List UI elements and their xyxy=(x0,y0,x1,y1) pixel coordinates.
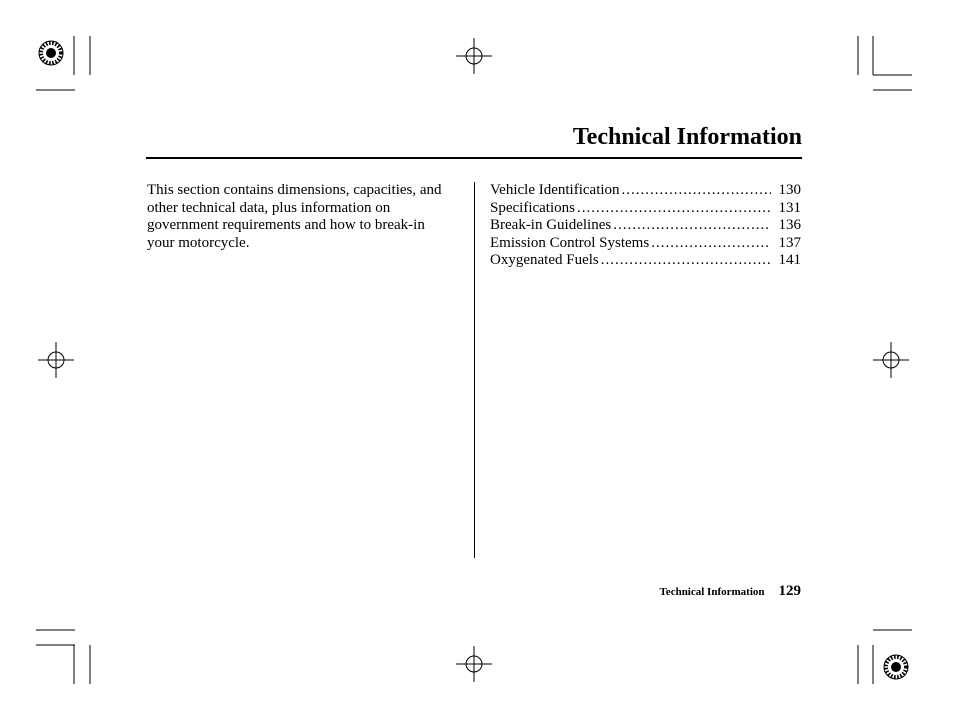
toc-label: Specifications xyxy=(490,199,575,216)
toc-page: 137 xyxy=(778,234,801,251)
registration-crosshair-icon xyxy=(456,646,492,682)
toc-label: Oxygenated Fuels xyxy=(490,252,599,268)
toc-leader xyxy=(577,200,771,218)
toc-item-break-in-guidelines[interactable] xyxy=(490,217,801,235)
toc-leader xyxy=(651,235,771,253)
toc-label: Vehicle Identification xyxy=(490,182,620,198)
column-divider xyxy=(474,182,475,558)
registration-crosshair-icon xyxy=(38,342,74,378)
section-intro: This section contains dimensions, capacities, and other technical data, plus information on government requirements and how to break-in your motorcycle. xyxy=(147,182,442,251)
toc-leader xyxy=(613,217,771,235)
toc-item-specifications[interactable] xyxy=(490,200,801,218)
registration-crosshair-icon xyxy=(456,38,492,74)
page-number: 129 xyxy=(778,583,801,599)
toc-leader xyxy=(622,182,771,200)
toc-item-oxygenated-fuels[interactable] xyxy=(490,252,801,270)
table-of-contents xyxy=(490,182,801,270)
registration-starburst-icon xyxy=(39,41,63,65)
toc-page: 141 xyxy=(778,252,801,268)
toc-label: Emission Control Systems xyxy=(490,234,650,251)
toc-item-vehicle-identification[interactable] xyxy=(490,182,801,200)
page-title: Technical Information xyxy=(572,124,802,150)
toc-page: 136 xyxy=(778,217,801,233)
toc-page: 130 xyxy=(778,182,801,198)
toc-label: Break-in Guidelines xyxy=(490,217,612,233)
page-footer xyxy=(659,583,801,600)
toc-leader xyxy=(601,252,771,270)
registration-starburst-icon xyxy=(884,655,908,679)
toc-page: 131 xyxy=(778,199,801,216)
footer-section-title: Technical Information xyxy=(659,586,765,598)
title-rule xyxy=(146,157,802,159)
toc-item-emission-control-systems[interactable] xyxy=(490,235,801,253)
registration-crosshair-icon xyxy=(873,342,909,378)
